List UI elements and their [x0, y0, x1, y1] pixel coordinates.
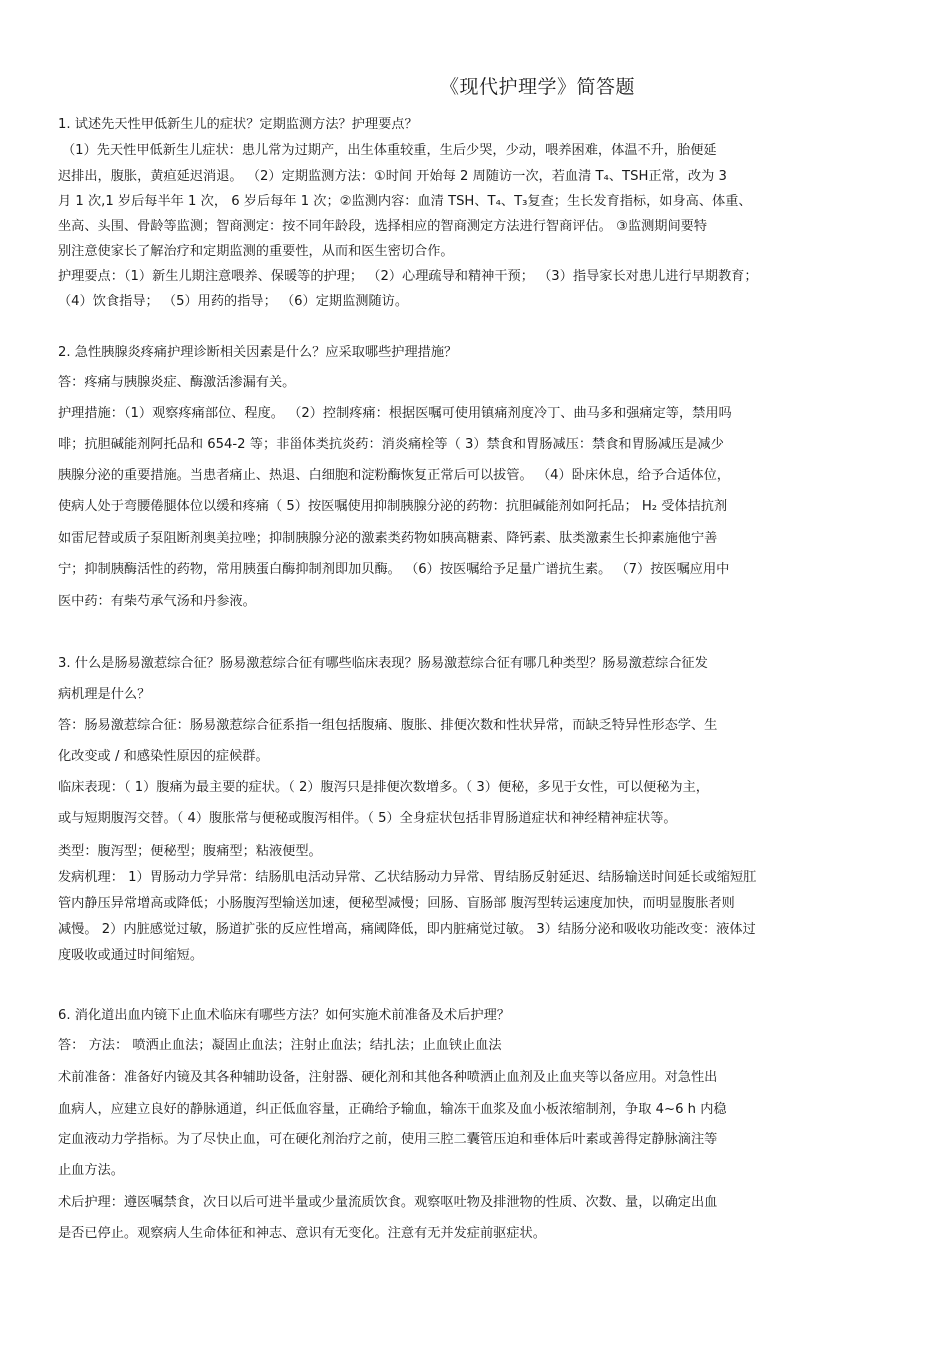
q1-line: 坐高、头围、骨龄等监测；智商测定：按不同年龄段，选择相应的智商测定方法进行智商评估。 ③监测期间要特 — [58, 219, 708, 234]
q3-line: 化改变或 / 和感染性原因的症候群。 — [58, 749, 269, 764]
q6-line: 术前准备：准备好内镜及其各种辅助设备，注射器、硬化剂和其他各种喷洒止血剂及止血夹等以备应用。对急性出 — [58, 1070, 718, 1085]
q2-line: 宁；抑制胰酶活性的药物，常用胰蛋白酶抑制剂即加贝酶。 （6）按医嘱给予足量广谱抗生素。 （7）按医嘱应用中 — [58, 562, 730, 577]
q1-line: （1）先天性甲低新生儿症状：患儿常为过期产，出生体重较重，生后少哭，少动，喂养困难，体温不升，胎便延 — [62, 143, 717, 158]
q6-line: 定血液动力学指标。为了尽快止血，可在硬化剂治疗之前，使用三腔二囊管压迫和垂体后叶素或善得定静脉滴注等 — [58, 1132, 718, 1147]
q3-line: 发病机理： 1）胃肠动力学异常：结肠肌电活动异常、乙状结肠动力异常、胃结肠反射延迟、结肠输送时间延长或缩短肛 — [58, 870, 757, 885]
q6-line: 术后护理：遵医嘱禁食，次日以后可进半量或少量流质饮食。观察呕吐物及排泄物的性质、次数、量，以确定出血 — [58, 1195, 718, 1210]
q3-heading: 3. 什么是肠易激惹综合征？肠易激惹综合征有哪些临床表现？肠易激惹综合征有哪几种类型？肠易激惹综合征发 — [58, 656, 708, 671]
q1-heading: 1. 试述先天性甲低新生儿的症状？定期监测方法？护理要点？ — [58, 117, 418, 132]
q1-line: 月 1 次,1 岁后每半年 1 次， 6 岁后每年 1 次；②监测内容：血清 TSH、T₄、T₃复查；生长发育指标，如身高、体重、 — [58, 194, 752, 209]
q3-line: 管内静压异常增高或降低；小肠腹泻型输送加速，便秘型减慢；回肠、盲肠部 腹泻型转运速度加快，而明显腹胀者则 — [58, 896, 735, 911]
q6-line: 血病人，应建立良好的静脉通道，纠正低血容量，正确给予输血，输冻干血浆及血小板浓缩制剂，争取 4~6 h 内稳 — [58, 1102, 727, 1117]
q6-line: 止血方法。 — [58, 1163, 124, 1178]
q6-line: 答： 方法： 喷洒止血法；凝固止血法；注射止血法；结扎法；止血铗止血法 — [58, 1038, 502, 1053]
q3-line: 临床表现：（ 1）腹痛为最主要的症状。（ 2）腹泻只是排便次数增多。（ 3）便秘，多见于女性，可以便秘为主， — [58, 780, 709, 795]
q2-line: 如雷尼替或质子泵阻断剂奥美拉唑；抑制胰腺分泌的激素类药物如胰高糖素、降钙素、肽类激素生长抑素施他宁善 — [58, 531, 718, 546]
q6-line: 是否已停止。观察病人生命体征和神志、意识有无变化。注意有无并发症前驱症状。 — [58, 1226, 546, 1241]
q2-line: 啡；抗胆碱能剂阿托品和 654-2 等；非甾体类抗炎药：消炎痛栓等（ 3）禁食和胃肠减压：禁食和胃肠减压是减少 — [58, 437, 724, 452]
q2-line: 答：疼痛与胰腺炎症、酶激活渗漏有关。 — [58, 375, 296, 390]
q2-heading: 2. 急性胰腺炎疼痛护理诊断相关因素是什么？应采取哪些护理措施？ — [58, 345, 458, 360]
q2-line: 医中药：有柴芍承气汤和丹参液。 — [58, 594, 256, 609]
q2-line: 护理措施：（1）观察疼痛部位、程度。 （2）控制疼痛：根据医嘱可使用镇痛剂度冷丁、曲马多和强痛定等，禁用吗 — [58, 406, 732, 421]
q2-line: 胰腺分泌的重要措施。当患者痛止、热退、白细胞和淀粉酶恢复正常后可以拔管。 （4）卧床休息，给予合适体位， — [58, 468, 730, 483]
page-title: 《现代护理学》简答题 — [440, 76, 636, 98]
q1-line: （4）饮食指导； （5）用药的指导； （6）定期监测随访。 — [58, 294, 409, 309]
q3-line: 或与短期腹泻交替。（ 4）腹胀常与便秘或腹泻相伴。（ 5）全身症状包括非胃肠道症状和神经精神症状等。 — [58, 811, 677, 826]
q1-line: 迟排出，腹胀，黄疸延迟消退。 （2）定期监测方法：①时间 开始每 2 周随访一次，若血清 T₄、TSH正常，改为 3 — [58, 169, 727, 184]
q2-line: 使病人处于弯腰倦腿体位以缓和疼痛（ 5）按医嘱使用抑制胰腺分泌的药物：抗胆碱能剂如阿托品； H₂ 受体拮抗剂 — [58, 499, 728, 514]
q1-line: 护理要点：（1）新生儿期注意喂养、保暖等的护理； （2）心理疏导和精神干预； （3）指导家长对患儿进行早期教育； — [58, 269, 758, 284]
q6-heading: 6. 消化道出血内镜下止血术临床有哪些方法？如何实施术前准备及术后护理？ — [58, 1008, 510, 1023]
q3-line: 减慢。 2）内脏感觉过敏，肠道扩张的反应性增高，痛阈降低，即内脏痛觉过敏。 3）结肠分泌和吸收功能改变：液体过 — [58, 922, 756, 937]
q3-line: 度吸收或通过时间缩短。 — [58, 948, 204, 963]
q3-line: 答：肠易激惹综合征：肠易激惹综合征系指一组包括腹痛、腹胀、排便次数和性状异常，而缺乏特异性形态学、生 — [58, 718, 718, 733]
q3-line: 病机理是什么？ — [58, 687, 151, 702]
q1-line: 别注意使家长了解治疗和定期监测的重要性，从而和医生密切合作。 — [58, 244, 454, 259]
q3-line: 类型：腹泻型；便秘型；腹痛型；粘液便型。 — [58, 844, 322, 859]
